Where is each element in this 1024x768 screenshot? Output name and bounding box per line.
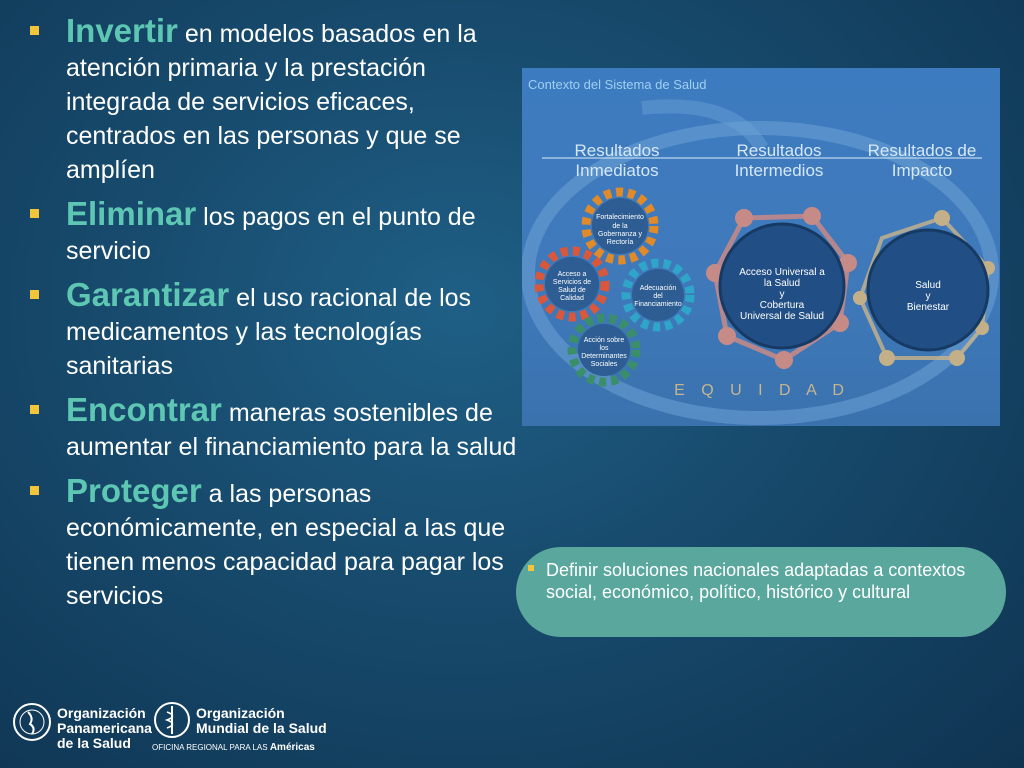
gear-governance — [586, 192, 654, 260]
circle-mid-l5: Universal de Salud — [740, 311, 824, 322]
bullet-item — [30, 393, 520, 464]
bullet-marker — [30, 209, 39, 218]
diagram-svg — [522, 68, 1000, 426]
gear-determinants-l1: Acción sobre — [583, 337, 625, 344]
paho-name — [57, 706, 152, 751]
bullet-text: maneras sostenibles de aumentar el financiamiento para la salud — [66, 399, 517, 461]
context-title: Contexto del Sistema de Salud — [528, 77, 707, 92]
circle-right-l1: Salud — [915, 280, 941, 291]
gear-access — [539, 251, 605, 317]
bullet-marker — [30, 405, 39, 414]
footer-logos — [0, 690, 1024, 768]
paho-line1: Organización — [57, 705, 146, 721]
health-system-diagram — [522, 68, 1000, 426]
gear-governance-l4: Rectoría — [606, 239, 634, 246]
circle-mid-l1: Acceso Universal a — [739, 267, 825, 278]
circle-mid-l2: la Salud — [763, 278, 801, 289]
bullet-keyword: Garantizar — [66, 276, 230, 313]
col-intermediate-line1: Resultados — [736, 141, 822, 160]
col-intermediate-line2: Intermedios — [734, 161, 824, 180]
bullet-text: en modelos basados en la atención primaria y la prestación integrada de servicios eficaces, centrados en las personas y que se amplíen — [66, 20, 477, 184]
bullet-keyword: Invertir — [66, 12, 178, 49]
circle-wellbeing — [868, 230, 988, 350]
gear-governance-l2: de la — [612, 223, 628, 230]
gear-access-l1: Acceso a — [557, 271, 587, 278]
gear-financing — [626, 263, 690, 327]
col-impact-line1: Resultados de — [867, 141, 977, 160]
bullet-keyword: Eliminar — [66, 195, 197, 232]
circle-mid-l3: y — [779, 289, 785, 300]
gear-determinants-l4: Sociales — [590, 361, 618, 368]
gear-determinants — [572, 318, 636, 382]
gear-governance-l3: Gobernanza y — [598, 231, 642, 238]
col-impact-line2: Impacto — [891, 161, 953, 180]
equity-label: E Q U I D A D — [674, 382, 850, 399]
circle-right-l2: y — [925, 291, 931, 302]
callout-bullet — [528, 565, 534, 571]
col-immediate-line1: Resultados — [574, 141, 660, 160]
bullet-text: los pagos en el punto de servicio — [66, 203, 476, 265]
circle-right-l3: Bienestar — [906, 302, 950, 313]
gear-financing-l2: del — [653, 293, 663, 300]
bullet-item — [30, 278, 520, 383]
callout-text: Definir soluciones nacionales adaptadas a contextos social, económico, político, histórico y cultural — [546, 560, 966, 602]
gear-determinants-l2: los — [599, 345, 609, 352]
gear-financing-l1: Adecuación — [639, 285, 677, 292]
gear-determinants-l3: Determinantes — [581, 353, 627, 360]
bullet-marker — [30, 486, 39, 495]
who-emblem-icon — [152, 700, 192, 740]
gear-access-l4: Calidad — [560, 295, 584, 302]
bullet-marker — [30, 26, 39, 35]
who-line2: Mundial de la Salud — [196, 720, 327, 736]
bullet-text: el uso racional de los medicamentos y las tecnologías sanitarias — [66, 284, 472, 380]
who-subtitle — [152, 742, 315, 753]
gear-governance-l1: Fortalecimiento — [596, 214, 644, 221]
circle-universal-access — [720, 224, 844, 348]
bullet-item — [30, 14, 520, 187]
circle-mid-l4: Cobertura — [759, 300, 805, 311]
col-immediate-line2: Inmediatos — [575, 161, 659, 180]
who-sub-text: OFICINA REGIONAL PARA LAS — [152, 743, 268, 752]
who-region-text: Américas — [269, 742, 315, 753]
paho-line2: Panamericana — [57, 720, 152, 736]
bullet-text: a las personas económicamente, en especial a las que tienen menos capacidad para pagar los servicios — [66, 480, 506, 610]
bullet-keyword: Encontrar — [66, 391, 222, 428]
gear-financing-l3: Financiamiento — [634, 301, 682, 308]
who-name — [196, 706, 327, 736]
bullet-list — [30, 14, 520, 623]
bullet-item — [30, 197, 520, 268]
paho-emblem-icon — [12, 702, 52, 742]
bullet-keyword: Proteger — [66, 472, 202, 509]
paho-line3: de la Salud — [57, 735, 131, 751]
who-line1: Organización — [196, 705, 285, 721]
bullet-marker — [30, 290, 39, 299]
callout-box — [516, 547, 1006, 637]
gear-access-l3: Salud de — [558, 287, 586, 294]
gear-access-l2: Servicios de — [552, 279, 592, 286]
bullet-item — [30, 474, 520, 613]
